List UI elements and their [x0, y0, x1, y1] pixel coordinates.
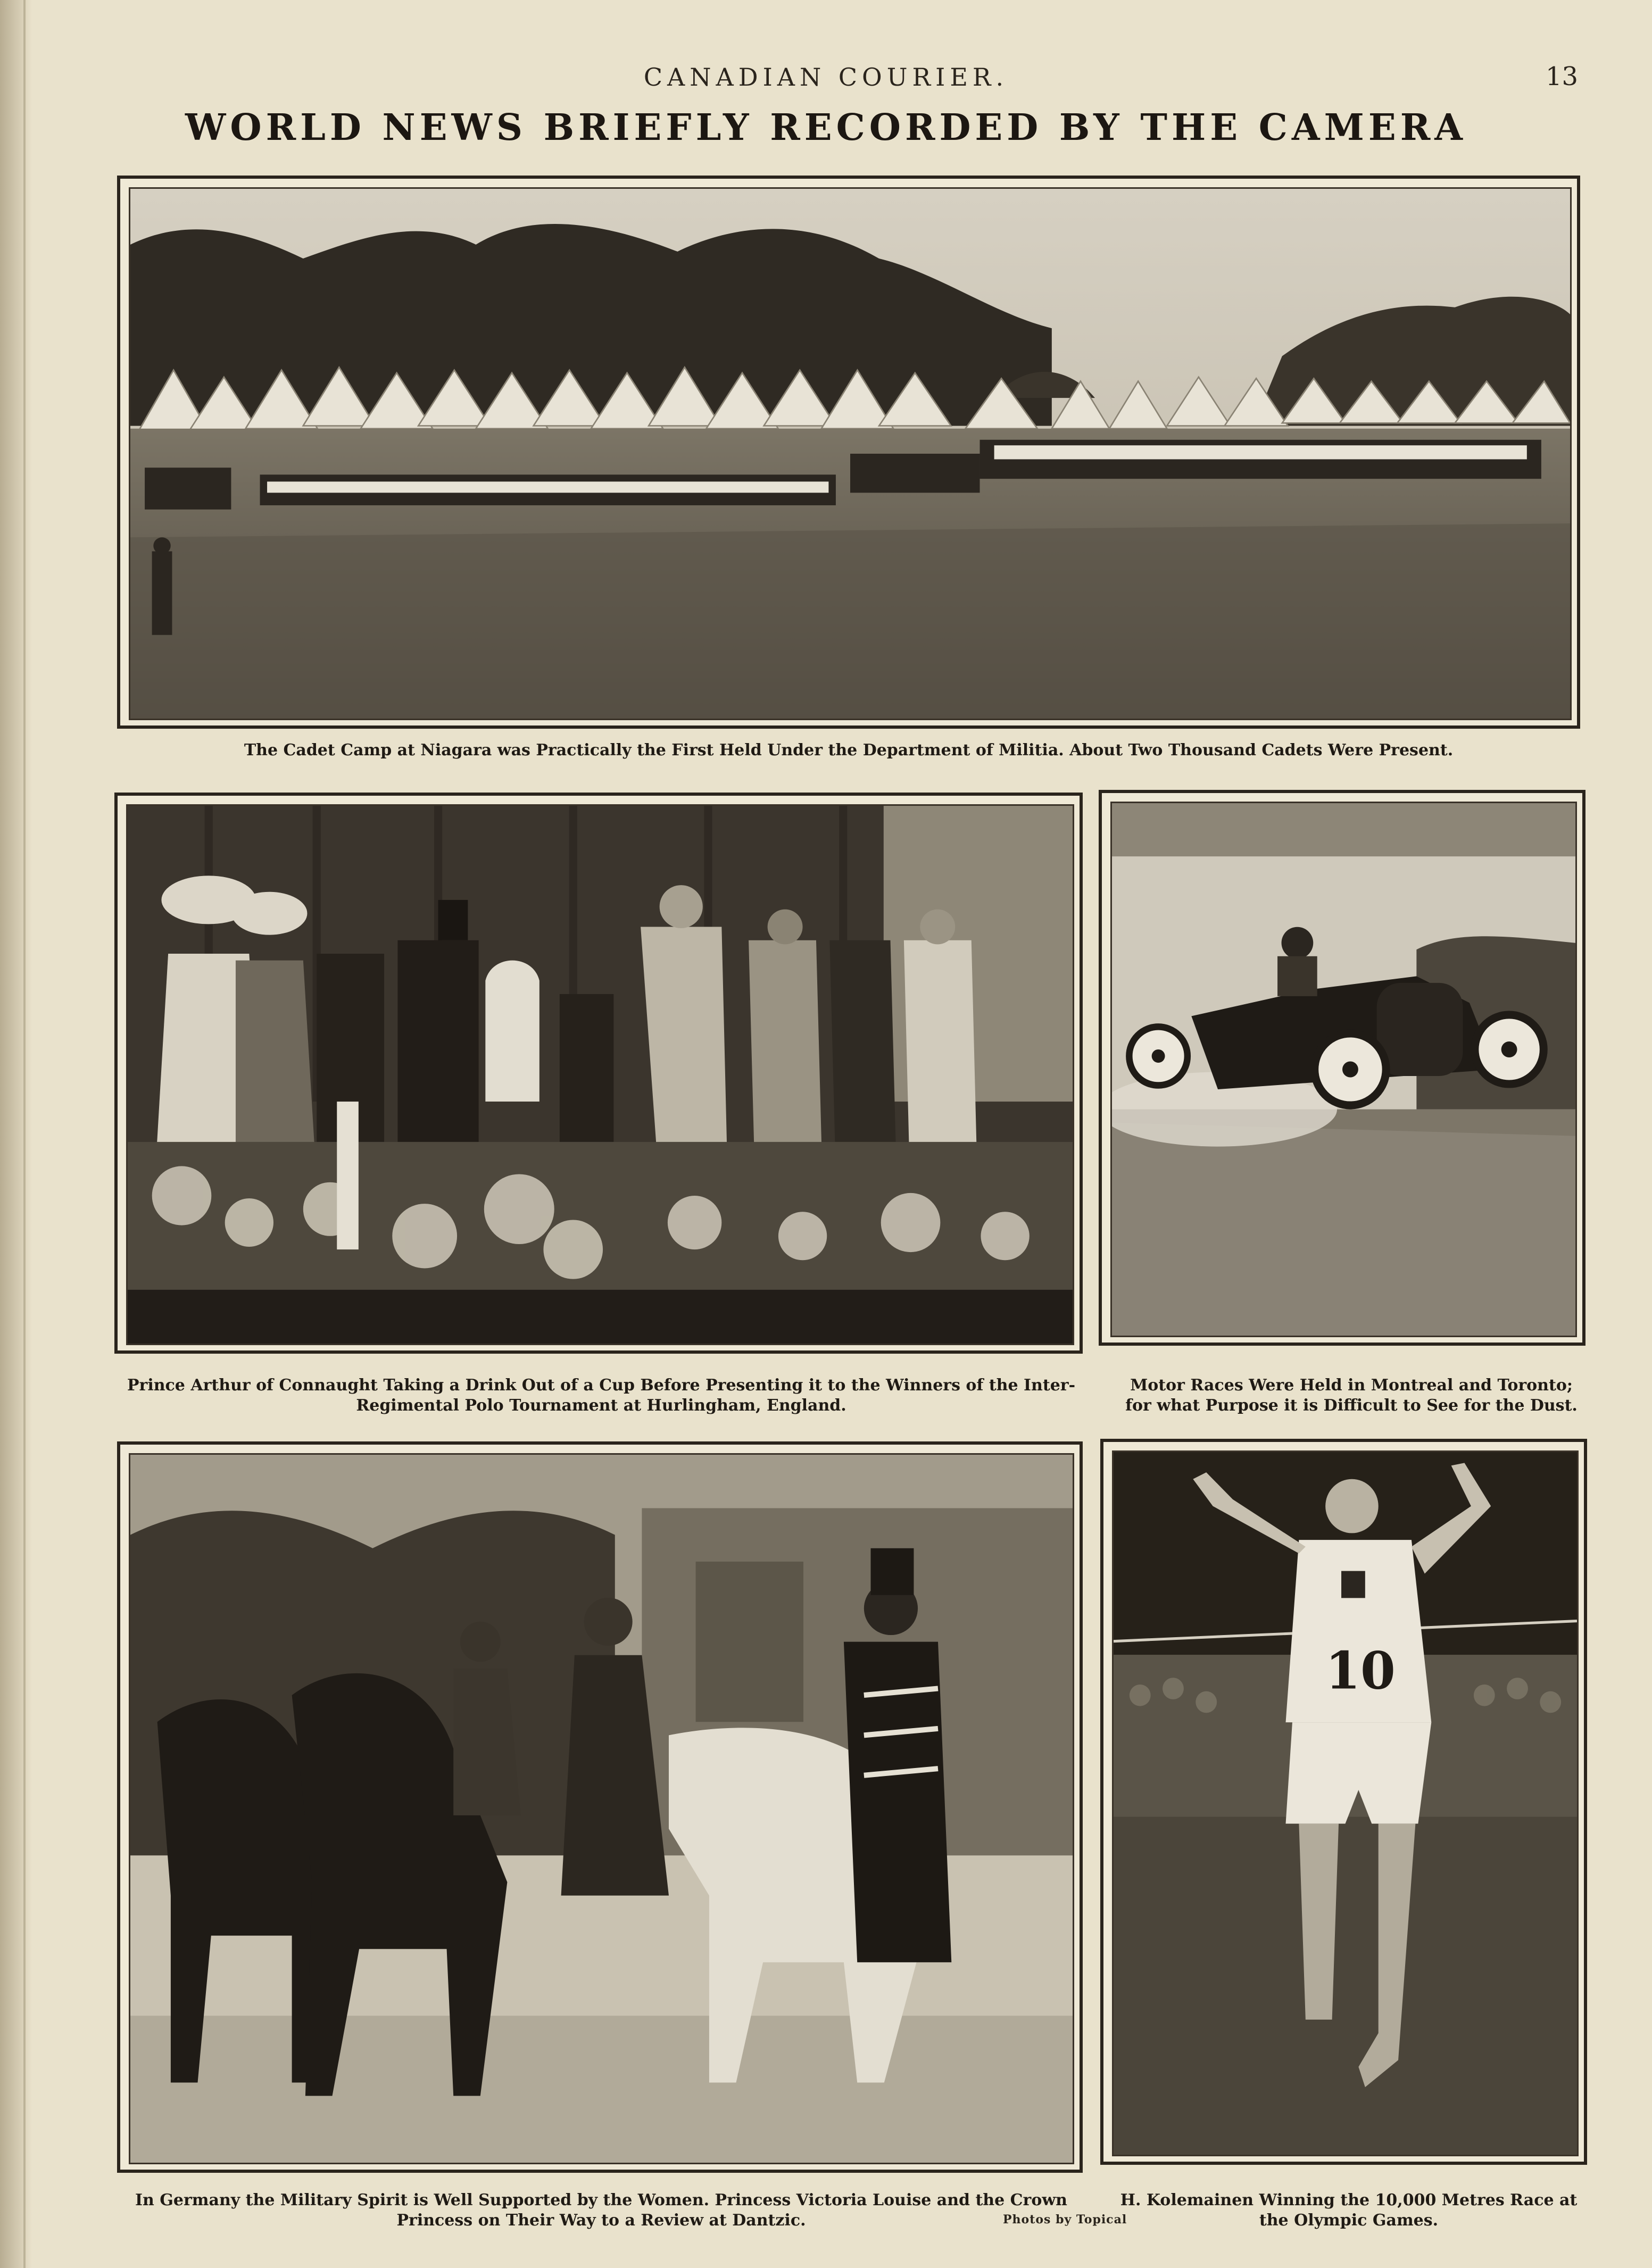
page-gutter-shadow [0, 0, 32, 2268]
page-fold-line [23, 0, 26, 2268]
photo-prince-arthur [114, 793, 1083, 1354]
caption-kolemainen-line2: the Olympic Games. [1259, 2211, 1439, 2230]
motor-races-illustration [1112, 803, 1575, 1336]
caption-motor-races [1104, 1375, 1599, 1416]
photo-germany-review [117, 1441, 1083, 2173]
caption-kolemainen-line1: H. Kolemainen Winning the 10,000 Metres Race at [1120, 2191, 1578, 2209]
caption-cadet-camp: The Cadet Camp at Niagara was Practically the First Held Under the Department of Militia. About Two Thousand Cadets Were Present. [244, 741, 1454, 760]
photo-kolemainen [1100, 1439, 1587, 2165]
prince-arthur-illustration [128, 806, 1073, 1344]
motor-races-image [1110, 802, 1577, 1337]
caption-motor-races-line1: Motor Races Were Held in Montreal and Toronto; [1130, 1376, 1573, 1395]
running-head: CANADIAN COURIER. [643, 63, 1009, 91]
photo-credit: Photos by Topical [1003, 2213, 1127, 2227]
cadet-camp-image [129, 187, 1572, 720]
prince-arthur-image [126, 804, 1074, 1345]
germany-review-image [129, 1453, 1074, 2164]
cadet-camp-illustration [130, 189, 1570, 719]
runner-bib-number: 10 [1325, 1640, 1396, 1701]
page-headline: WORLD NEWS BRIEFLY RECORDED BY THE CAMERA [185, 106, 1467, 149]
caption-germany-review [112, 2190, 1091, 2231]
caption-prince-arthur [114, 1375, 1088, 1416]
caption-prince-arthur-line1: Prince Arthur of Connaught Taking a Drink Out of a Cup Before Presenting it to the Winners of the Inter- [127, 1376, 1076, 1395]
germany-review-illustration [130, 1455, 1073, 2163]
caption-germany-review-line1: In Germany the Military Spirit is Well Supported by the Women. Princess Victoria Louise and the Crown [135, 2191, 1067, 2209]
kolemainen-image [1112, 1450, 1579, 2156]
caption-motor-races-line2: for what Purpose it is Difficult to See for the Dust. [1125, 1396, 1578, 1415]
caption-germany-review-line2: Princess on Their Way to a Review at Dantzic. [396, 2211, 806, 2230]
caption-prince-arthur-line2: Regimental Polo Tournament at Hurlingham, England. [356, 1396, 846, 1415]
photo-motor-races [1099, 790, 1585, 1346]
kolemainen-illustration [1114, 1452, 1577, 2155]
caption-kolemainen [1101, 2190, 1596, 2231]
photo-cadet-camp [117, 176, 1580, 729]
page-number: 13 [1546, 62, 1579, 91]
